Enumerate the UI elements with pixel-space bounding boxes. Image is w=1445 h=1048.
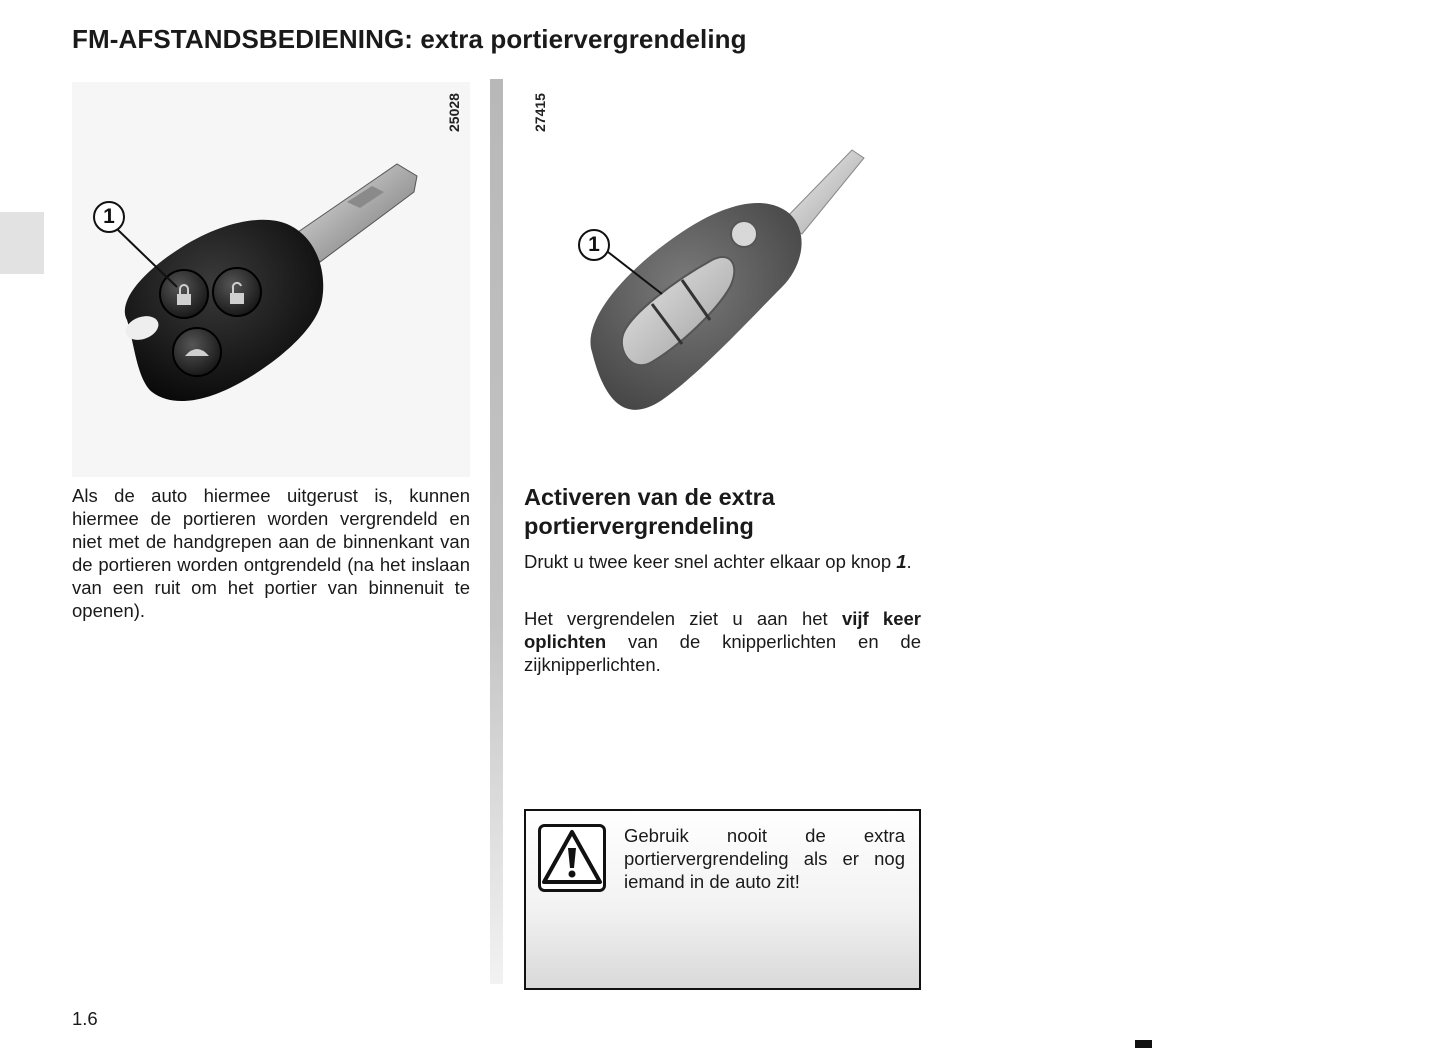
section-heading: Activeren van de extra portiervergrendeling: [524, 484, 775, 539]
figure-flip-key: [512, 82, 912, 477]
instruction-text: Drukt u twee keer snel achter elkaar op knop: [524, 551, 897, 572]
confirmation-end: van de knipperlichten en de zijknipperlichten.: [524, 631, 921, 675]
button-reference: 1: [896, 551, 907, 572]
figure-number: 25028: [446, 93, 462, 132]
remote-key-illustration: [72, 82, 470, 477]
instruction-end: .: [906, 551, 912, 572]
column-divider: [490, 79, 503, 984]
confirmation-paragraph: [524, 607, 921, 676]
section-tab: [0, 212, 44, 274]
instruction-paragraph: [524, 550, 921, 573]
intro-paragraph: Als de auto hiermee uitgerust is, kunnen hiermee de portieren worden vergrendeld en niet met de handgrepen aan de binnenkant van de portieren worden ontgrendeld (na het inslaan van een ruit om het portier van binnenuit te openen).: [72, 485, 470, 621]
warning-text: Gebruik nooit de extra portiervergrendeling als er nog iemand in de auto zit!: [624, 825, 905, 892]
corner-mark: [1135, 1040, 1152, 1048]
page-number: 1.6: [72, 1008, 98, 1029]
warning-box: [524, 809, 921, 990]
callout-1: 1: [93, 201, 125, 233]
confirmation-emphasis: vijf keer oplichten: [524, 608, 921, 652]
warning-triangle-icon: [538, 824, 606, 892]
page-title: FM-AFSTANDSBEDIENING: extra portiervergrendeling: [72, 24, 747, 54]
callout-1: 1: [578, 229, 610, 261]
figure-remote-key: [72, 82, 470, 477]
confirmation-start: Het vergrendelen ziet u aan het: [524, 608, 842, 629]
figure-number: 27415: [532, 93, 548, 132]
flip-key-illustration: [512, 82, 912, 477]
